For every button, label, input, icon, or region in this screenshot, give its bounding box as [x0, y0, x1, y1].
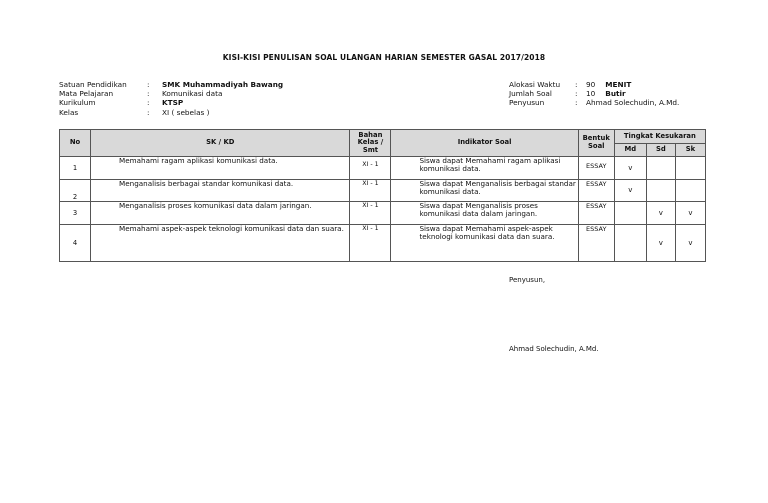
cell-sk-kd: Memahami ragam aplikasi komunikasi data. [91, 157, 350, 180]
meta-label: Penyusun [509, 98, 545, 108]
meta-separator: : [147, 89, 150, 99]
meta-value: Komunikasi data [162, 89, 223, 99]
cell-indikator: Siswa dapat Memahami aspek-aspek teknologi komunikasi data dan suara. [391, 225, 578, 262]
cell-no: 4 [60, 225, 91, 262]
cell-bentuk: ESSAY [578, 157, 614, 180]
cell-no: 1 [60, 157, 91, 180]
cell-sk-kd: Menganalisis berbagai standar komunikasi data. [91, 180, 350, 202]
meta-value: 90 [586, 80, 596, 89]
meta-separator: : [147, 98, 150, 108]
cell-bentuk: ESSAY [578, 202, 614, 225]
meta-label: Alokasi Waktu [509, 80, 561, 89]
cell-sk: v [675, 202, 705, 225]
meta-right-block [509, 80, 679, 108]
cell-sk [675, 157, 705, 180]
header-bentuk [578, 130, 614, 157]
meta-value: 10 [586, 89, 596, 99]
cell-no: 2 [60, 180, 91, 202]
cell-indikator: Siswa dapat Menganalisis proses komunikasi data dalam jaringan. [391, 202, 578, 225]
signature-name: Ahmad Solechudin, A.Md. [509, 345, 599, 353]
table-row [60, 225, 706, 262]
meta-value: SMK Muhammadiyah Bawang [162, 80, 284, 89]
meta-row-penyusun [509, 98, 679, 107]
header-bentuk-line: Bentuk [582, 134, 610, 143]
cell-bahan: XI - 1 [350, 202, 391, 225]
header-indikator: Indikator Soal [391, 130, 578, 157]
meta-separator: : [575, 89, 578, 99]
cell-sd: v [646, 225, 675, 262]
cell-bahan: XI - 1 [350, 157, 391, 180]
meta-row-satuan [59, 80, 283, 89]
header-tingkat: Tingkat Kesukaran [614, 130, 705, 144]
meta-unit: Butir [605, 89, 626, 99]
cell-no: 3 [60, 202, 91, 225]
meta-separator: : [147, 80, 150, 89]
header-sd: Sd [646, 144, 675, 157]
document-title: KISI-KISI PENULISAN SOAL ULANGAN HARIAN SEMESTER GASAL 2017/2018 [222, 53, 546, 62]
cell-sk: v [675, 225, 705, 262]
meta-label: Kurikulum [59, 98, 96, 108]
cell-bentuk: ESSAY [578, 225, 614, 262]
meta-label: Jumlah Soal [509, 89, 552, 99]
table-row [60, 202, 706, 225]
meta-row-kurikulum [59, 98, 283, 107]
cell-md [614, 202, 646, 225]
cell-md: v [614, 157, 646, 180]
meta-left-block [59, 80, 283, 117]
meta-separator: : [575, 98, 578, 108]
meta-row-jumlah [509, 89, 679, 98]
cell-indikator: Siswa dapat Menganalisis berbagai standar komunikasi data. [391, 180, 578, 202]
signature-label: Penyusun, [509, 276, 546, 284]
meta-label: Kelas [59, 107, 79, 117]
cell-sk-kd: Menganalisis proses komunikasi data dalam jaringan. [91, 202, 350, 225]
meta-label: Mata Pelajaran [59, 89, 114, 99]
meta-value: KTSP [162, 98, 184, 108]
meta-row-mapel [59, 89, 283, 98]
header-bahan [350, 130, 391, 157]
header-sk: Sk [675, 144, 705, 157]
header-no: No [60, 130, 91, 157]
meta-unit: MENIT [605, 80, 632, 89]
cell-sd [646, 180, 675, 202]
meta-row-kelas [59, 108, 283, 117]
meta-value: XI ( sebelas ) [162, 107, 210, 117]
cell-sk [675, 180, 705, 202]
cell-sd: v [646, 202, 675, 225]
cell-sk-kd: Memahami aspek-aspek teknologi komunikasi data dan suara. [91, 225, 350, 262]
cell-indikator: Siswa dapat Memahami ragam aplikasi komunikasi data. [391, 157, 578, 180]
header-sk-kd: SK / KD [91, 130, 350, 157]
header-bahan-line: Bahan [358, 130, 383, 139]
header-bentuk-line: Soal [588, 142, 605, 150]
cell-bentuk: ESSAY [578, 180, 614, 202]
meta-value: Ahmad Solechudin, A.Md. [586, 98, 680, 108]
table-row [60, 157, 706, 180]
cell-md [614, 225, 646, 262]
cell-md: v [614, 180, 646, 202]
header-md: Md [614, 144, 646, 157]
cell-bahan: XI - 1 [350, 225, 391, 262]
header-bahan-line: Kelas / [357, 138, 384, 147]
table-row [60, 180, 706, 202]
cell-bahan: XI - 1 [350, 180, 391, 202]
meta-row-alokasi [509, 80, 679, 89]
meta-label: Satuan Pendidikan [59, 80, 127, 89]
meta-separator: : [575, 80, 578, 89]
meta-separator: : [147, 107, 150, 117]
cell-sd [646, 157, 675, 180]
header-bahan-line: Smt [362, 145, 379, 154]
kisi-kisi-table [59, 129, 706, 262]
